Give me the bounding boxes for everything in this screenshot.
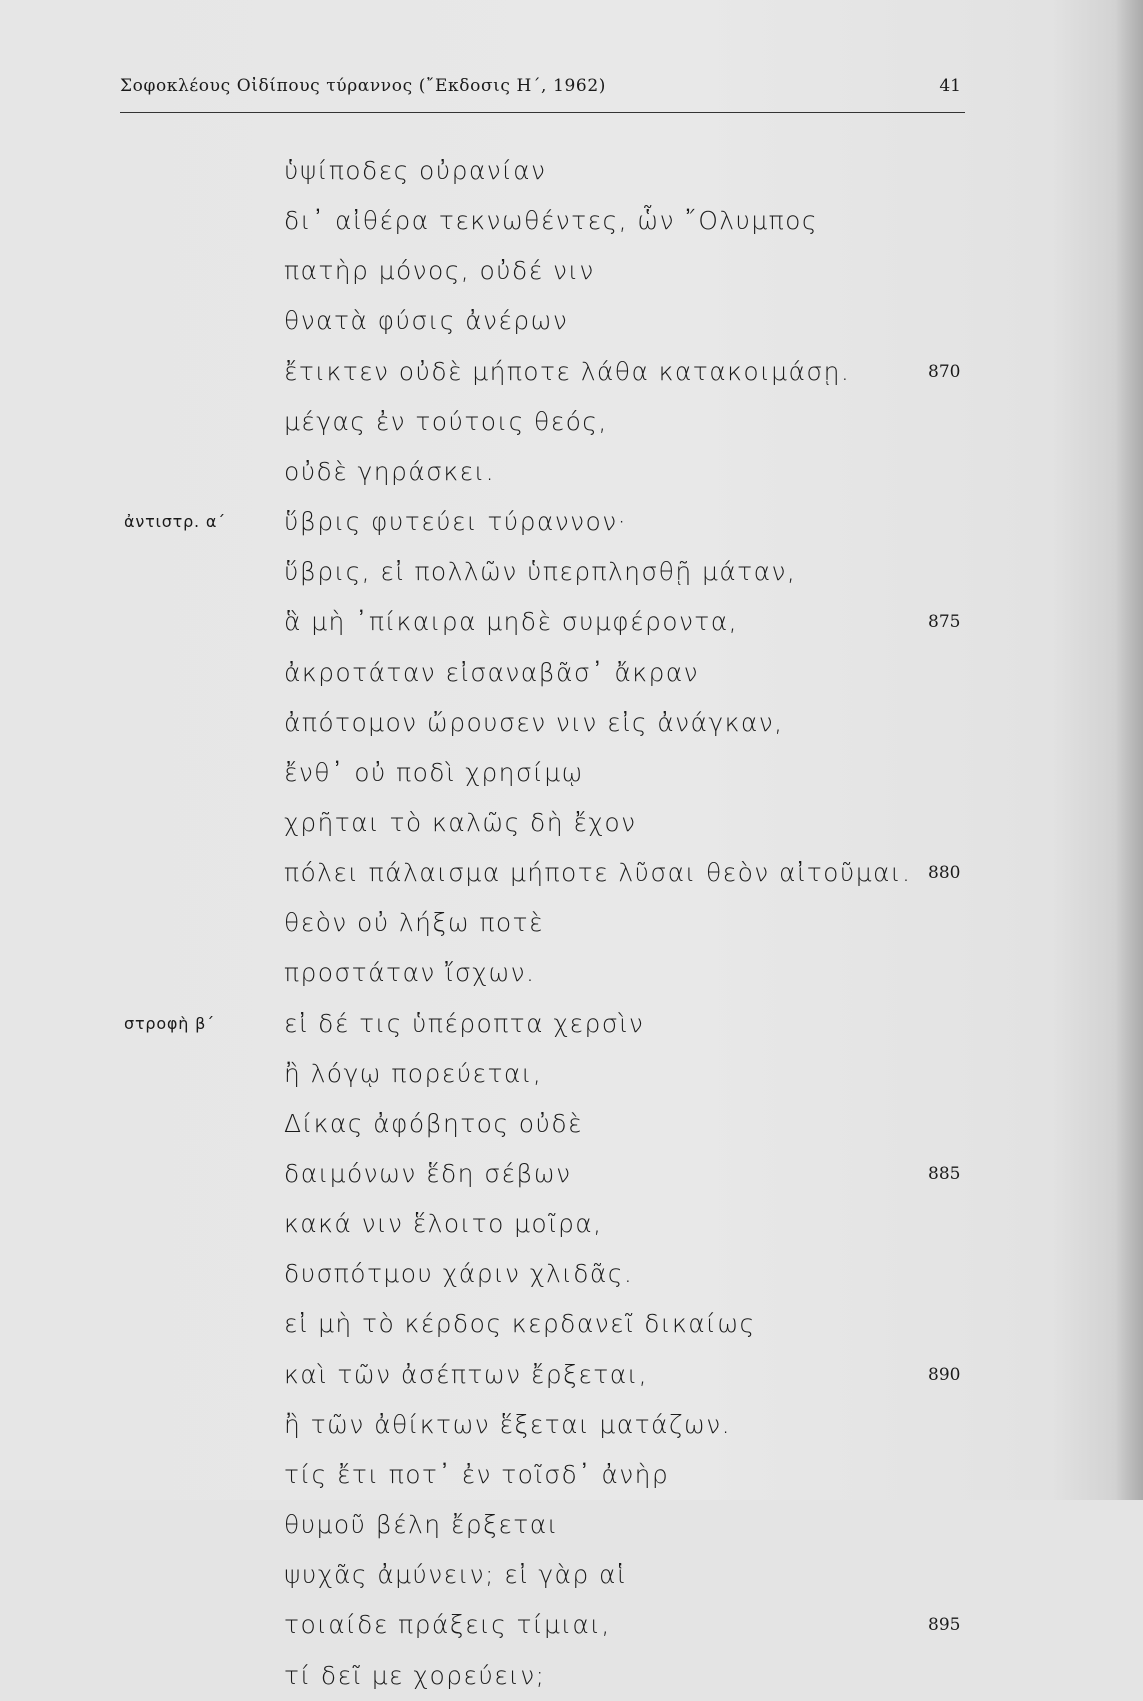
verse-text: τί δεῖ με χορεύειν; xyxy=(284,1660,546,1690)
verse-line xyxy=(0,1199,1143,1249)
verse-text: καὶ τῶν ἀσέπτων ἔρξεται, xyxy=(284,1359,649,1389)
line-number: 875 xyxy=(928,612,961,633)
verse-text: τίς ἔτι ποτ᾽ ἐν τοῖσδ᾽ ἀνὴρ xyxy=(284,1459,670,1489)
verse-line xyxy=(0,999,1143,1049)
verse-line xyxy=(0,1099,1143,1149)
running-header xyxy=(120,76,965,113)
verse-text: τοιαίδε πράξεις τίμιαι, xyxy=(284,1610,611,1640)
verse-text: ἔνθ᾽ οὐ ποδὶ χρησίμῳ xyxy=(284,757,584,787)
verse-line xyxy=(0,798,1143,848)
verse-line xyxy=(0,497,1143,547)
verse-text: οὐδὲ γηράσκει. xyxy=(284,456,495,486)
verse-text: μέγας ἐν τούτοις θεός, xyxy=(284,406,608,436)
verse-line xyxy=(0,1299,1143,1349)
verse-line xyxy=(0,1149,1143,1199)
verse-line xyxy=(0,1350,1143,1400)
verse-text: θνατὰ φύσις ἀνέρων xyxy=(284,306,569,336)
verse-text: χρῆται τὸ καλῶς δὴ ἔχον xyxy=(284,807,637,837)
verse-text: πόλει πάλαισμα μήποτε λῦσαι θεὸν αἰτοῦμαι. xyxy=(284,858,912,888)
verse-text: προστάταν ἴσχων. xyxy=(284,958,536,988)
verse-line xyxy=(0,848,1143,898)
verse-line xyxy=(0,1550,1143,1600)
verse-text: δι᾽ αἰθέρα τεκνωθέντες, ὧν ῎Ολυμπος xyxy=(284,206,818,236)
verse-text: ἔτικτεν οὐδὲ μήποτε λάθα κατακοιμάσῃ. xyxy=(284,356,851,386)
verse-line xyxy=(0,196,1143,246)
verse-line xyxy=(0,648,1143,698)
line-number: 895 xyxy=(928,1615,961,1636)
verse-line xyxy=(0,146,1143,196)
header-title: Σοφοκλέους Οἰδίπους τύραννος (῎Εκδοσις Η΄, 1962) xyxy=(120,76,606,96)
verse-text: Δίκας ἀφόβητος οὐδὲ xyxy=(284,1108,583,1138)
verse-text: κακά νιν ἕλοιτο μοῖρα, xyxy=(284,1209,603,1239)
strophe-label: ἀντιστρ. α΄ xyxy=(124,512,226,532)
verse-text: ὕβρις, εἰ πολλῶν ὑπερπλησθῇ μάταν, xyxy=(284,557,797,587)
verse-line xyxy=(0,948,1143,998)
verse-line xyxy=(0,748,1143,798)
line-number: 885 xyxy=(928,1164,961,1184)
verse-line xyxy=(0,597,1143,647)
verse-line xyxy=(0,547,1143,597)
verse-line xyxy=(0,246,1143,296)
page-number: 41 xyxy=(939,76,961,96)
line-number: 890 xyxy=(928,1364,961,1385)
line-number: 880 xyxy=(928,863,961,884)
verse-text: πατὴρ μόνος, οὐδέ νιν xyxy=(284,256,595,286)
verse-text: ὑψίποδες οὐρανίαν xyxy=(284,156,547,185)
verse-text: ἢ λόγῳ πορεύεται, xyxy=(284,1058,543,1088)
verse-line xyxy=(0,698,1143,748)
verse-text: δυσπότμου χάριν χλιδᾶς. xyxy=(284,1259,634,1289)
verse-text: ψυχᾶς ἀμύνειν; εἰ γὰρ αἱ xyxy=(284,1560,627,1590)
verse-line xyxy=(0,1049,1143,1099)
verse-line xyxy=(0,397,1143,447)
verse-line xyxy=(0,1400,1143,1450)
verse-line xyxy=(0,1600,1143,1650)
verse-text: θυμοῦ βέλη ἔρξεται xyxy=(284,1510,559,1540)
verse-line xyxy=(0,347,1143,397)
verse-line xyxy=(0,1450,1143,1500)
verse-line xyxy=(0,898,1143,948)
verse-text: δαιμόνων ἕδη σέβων xyxy=(284,1159,572,1188)
verse-text: ἢ τῶν ἀθίκτων ἕξεται ματάζων. xyxy=(284,1409,731,1439)
verse-text: ἃ μὴ ᾽πίκαιρα μηδὲ συμφέροντα, xyxy=(284,607,738,637)
verse-text: εἰ μὴ τὸ κέρδος κερδανεῖ δικαίως xyxy=(284,1309,756,1339)
verse-line xyxy=(0,1500,1143,1550)
verse-line xyxy=(0,296,1143,346)
line-number: 870 xyxy=(928,361,961,382)
verse-text: ἀπότομον ὤρουσεν νιν εἰς ἀνάγκαν, xyxy=(284,707,784,737)
verse-text: εἰ δέ τις ὑπέροπτα χερσὶν xyxy=(284,1008,645,1038)
verse-line xyxy=(0,1249,1143,1299)
verse-text: θεὸν οὐ λήξω ποτὲ xyxy=(284,908,544,938)
verse-line xyxy=(0,1651,1143,1701)
verse-text: ὕβρις φυτεύει τύραννον· xyxy=(284,507,627,537)
strophe-label: στροφὴ β΄ xyxy=(124,1013,215,1033)
verse-line xyxy=(0,447,1143,497)
verse-text: ἀκροτάταν εἰσαναβᾶσ᾽ ἄκραν xyxy=(284,657,699,687)
